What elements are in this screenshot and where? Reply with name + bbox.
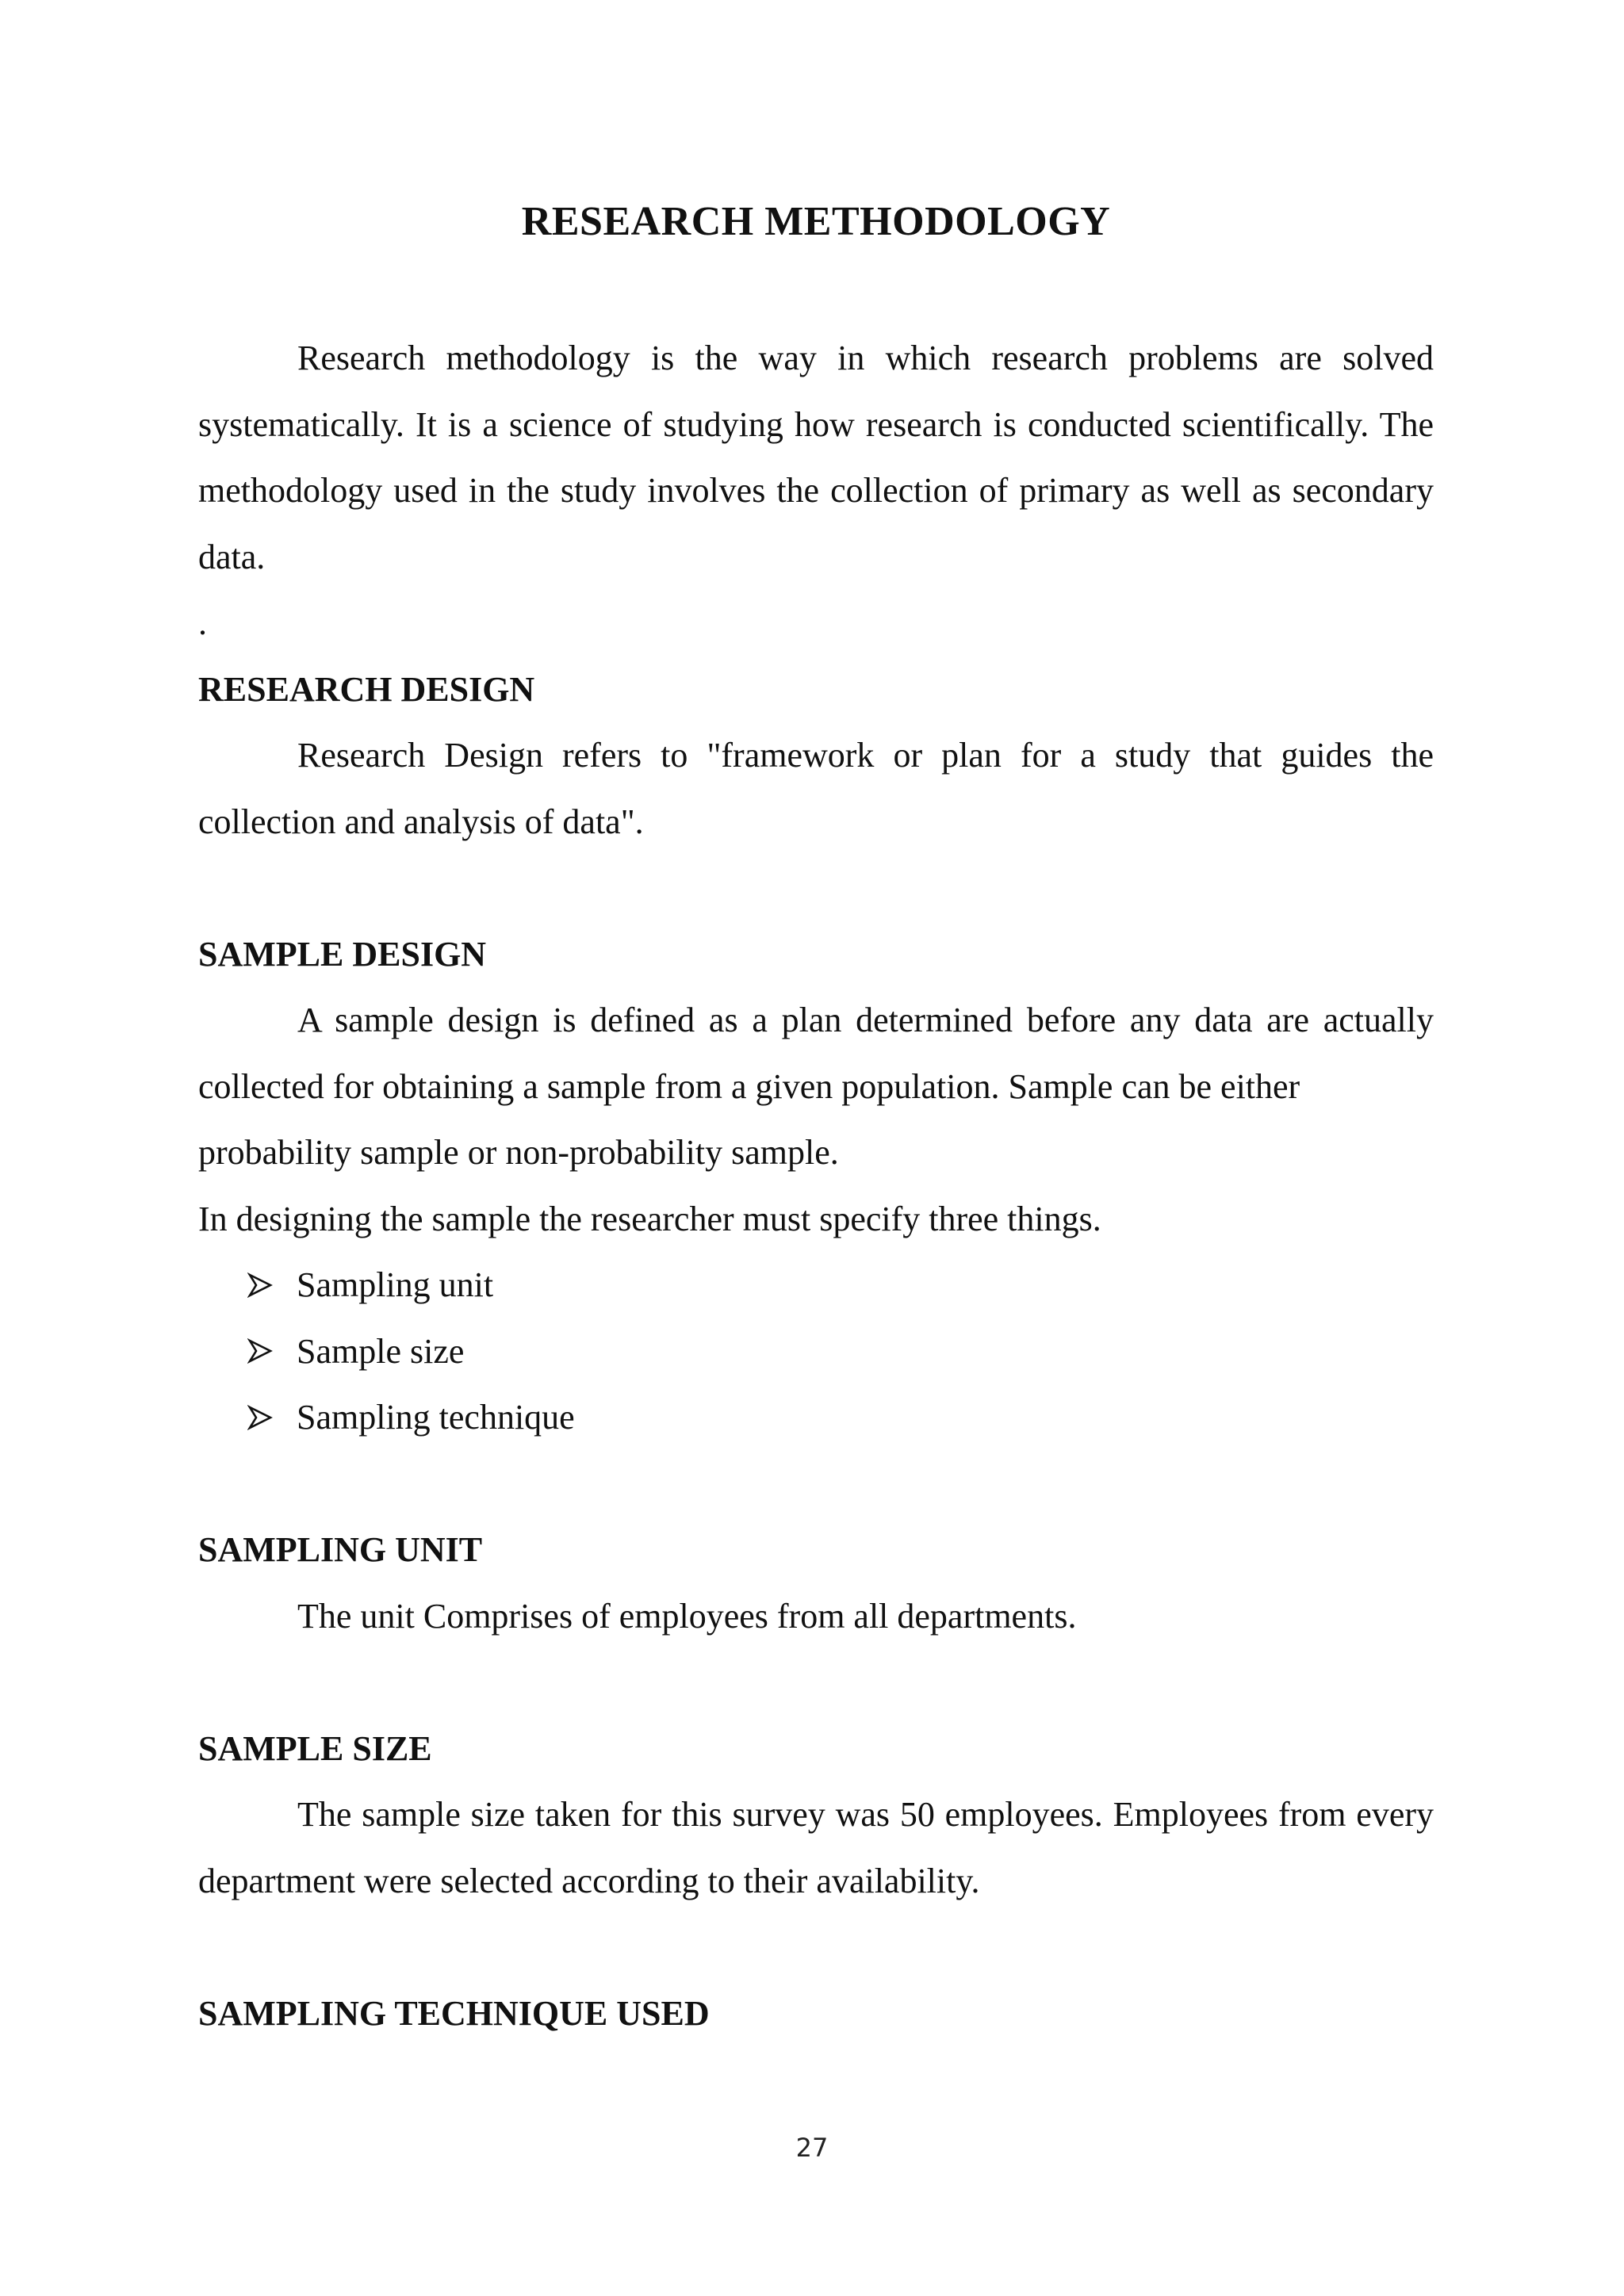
sample-design-heading: SAMPLE DESIGN xyxy=(198,934,487,974)
research-design-heading: RESEARCH DESIGN xyxy=(198,669,535,709)
sample-design-bullet-list xyxy=(198,1252,1434,1451)
sampling-unit-heading: SAMPLING UNIT xyxy=(198,1530,483,1569)
arrowhead-bullet-icon xyxy=(247,1338,273,1364)
page-number: 27 xyxy=(795,2133,829,2163)
research-design-paragraph: Research Design refers to "framework or plan for a study that guides the collection and analysis of data". xyxy=(198,736,1434,841)
intro-paragraph: Research methodology is the way in which research problems are solved systematically. It is a science of studying how research is conducted scientifically. The methodology used in the study involves the collection of primary as well as secondary data. xyxy=(198,339,1434,576)
sample-size-heading: SAMPLE SIZE xyxy=(198,1728,432,1768)
bullet-label: Sample size xyxy=(297,1331,465,1371)
bullet-label: Sampling technique xyxy=(297,1398,575,1437)
section-spacer xyxy=(198,1914,1434,1980)
section-spacer xyxy=(198,855,1434,921)
arrowhead-bullet-icon xyxy=(247,1405,273,1430)
list-item xyxy=(247,1252,1434,1318)
sampling-unit-paragraph: The unit Comprises of employees from all departments. xyxy=(297,1596,1077,1636)
page-title: RESEARCH METHODOLOGY xyxy=(521,199,1111,244)
sample-size-paragraph: The sample size taken for this survey was 50 employees. Employees from every department were selected according to their availability. xyxy=(198,1795,1434,1900)
sample-design-line-3: In designing the sample the researcher must specify three things. xyxy=(198,1199,1101,1238)
sample-design-line-2: probability sample or non-probability sample. xyxy=(198,1133,839,1172)
stray-dot: . xyxy=(198,603,207,642)
arrowhead-bullet-icon xyxy=(247,1272,273,1298)
list-item xyxy=(247,1384,1434,1451)
bullet-label: Sampling unit xyxy=(297,1265,494,1304)
section-spacer xyxy=(198,1649,1434,1716)
sample-design-paragraph: A sample design is defined as a plan determined before any data are actually collected for obtaining a sample from a given population. Sample can be either xyxy=(198,1001,1434,1106)
page-content xyxy=(198,190,1434,2046)
section-spacer xyxy=(198,1451,1434,1517)
list-item xyxy=(247,1318,1434,1385)
sampling-technique-heading: SAMPLING TECHNIQUE USED xyxy=(198,1993,710,2033)
